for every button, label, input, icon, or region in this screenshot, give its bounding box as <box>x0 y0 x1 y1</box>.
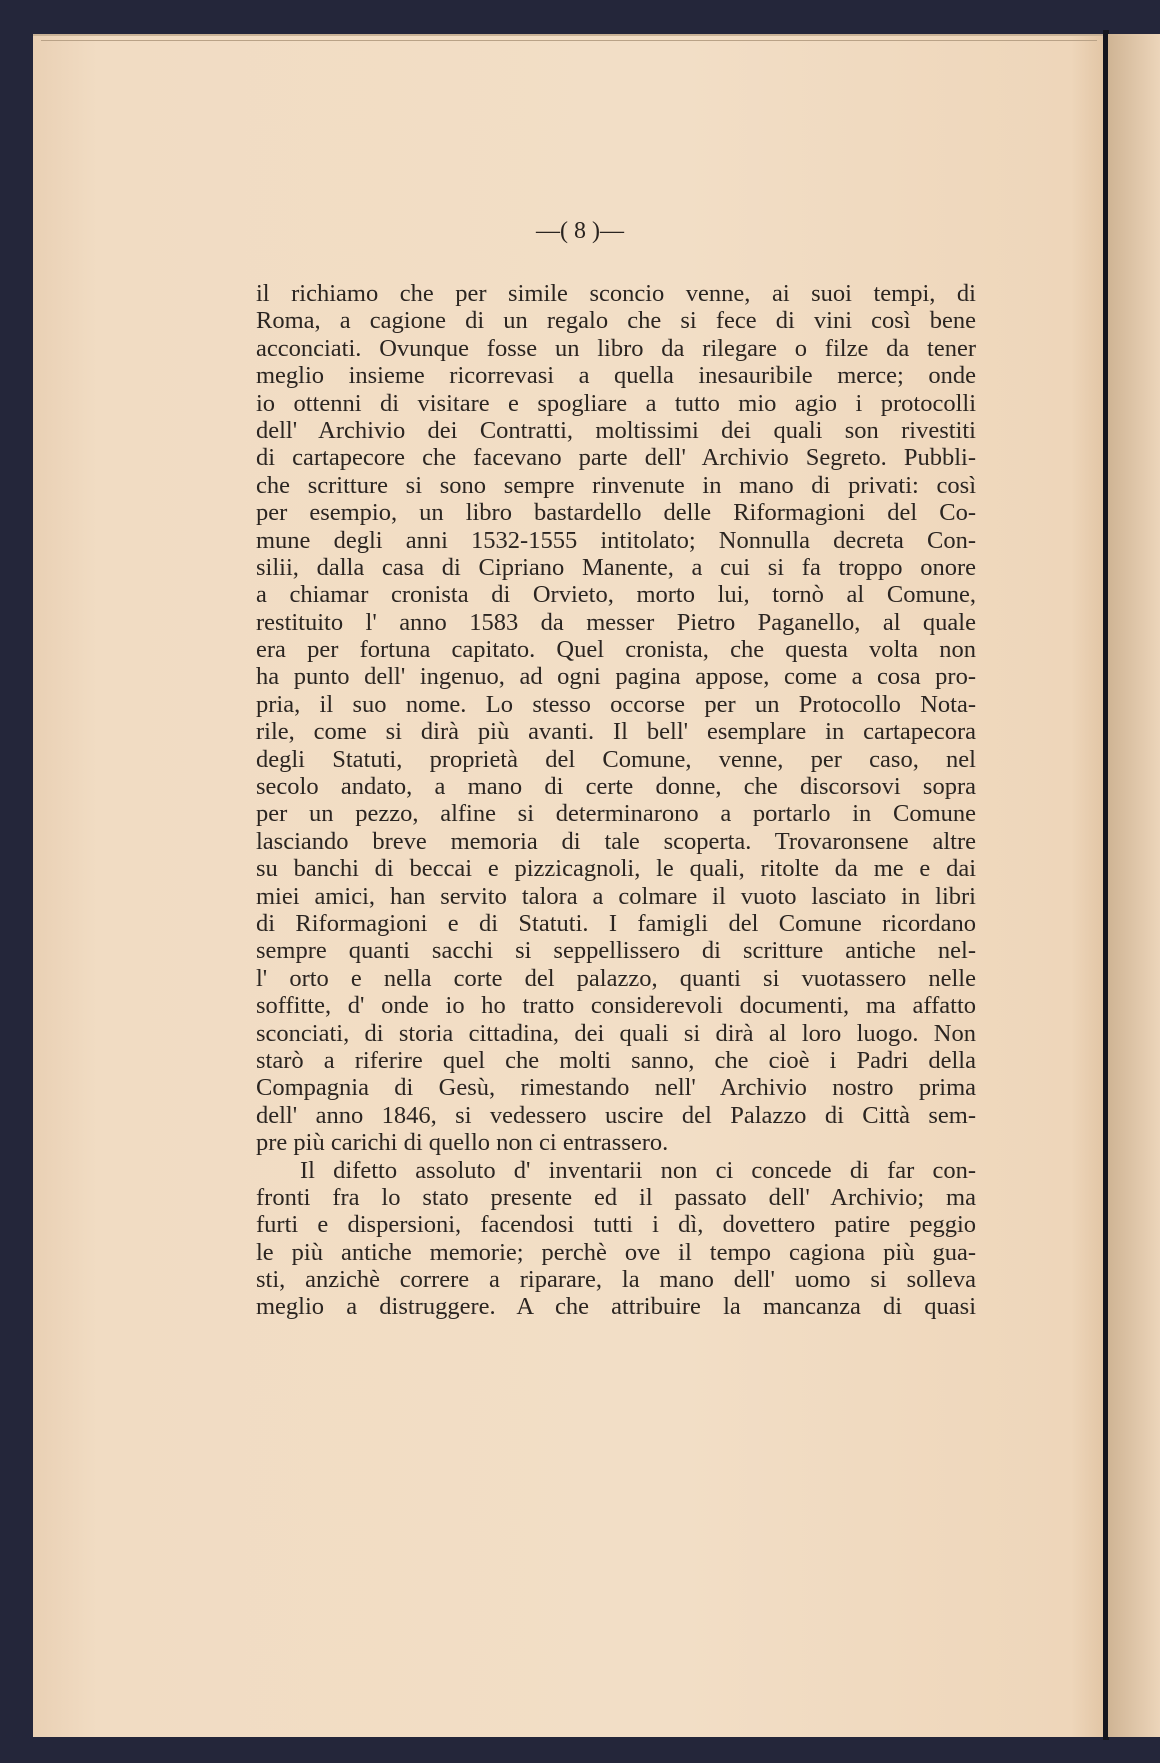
text-line: miei amici, han servito talora a colmare il vuoto lasciato in libri <box>256 882 976 910</box>
text-line: furti e dispersioni, facendosi tutti i dì, dovettero patire peggio <box>256 1211 976 1239</box>
text-line: di Riformagioni e di Statuti. I famigli del Comune ricordano <box>256 909 976 937</box>
text-line: per esempio, un libro bastardello delle Riformagioni del Co- <box>256 499 976 527</box>
text-line: lasciando breve memoria di tale scoperta. Trovaronsene altre <box>256 827 976 855</box>
text-line: le più antiche memorie; perchè ove il tempo cagiona più gua- <box>256 1238 976 1266</box>
text-line: secolo andato, a mano di certe donne, che discorsovi sopra <box>256 773 976 801</box>
text-line: Il difetto assoluto d' inventarii non ci concede di far con- <box>300 1156 976 1184</box>
text-line: dell' anno 1846, si vedessero uscire del Palazzo di Città sem- <box>256 1101 976 1129</box>
text-line: restituito l' anno 1583 da messer Pietro Paganello, al quale <box>256 608 976 636</box>
text-line: sempre quanti sacchi si seppellissero di scritture antiche nel- <box>256 937 976 965</box>
text-line: soffitte, d' onde io ho tratto considerevoli documenti, ma affatto <box>256 992 976 1020</box>
text-line: su banchi di beccai e pizzicagnoli, le quali, ritolte da me e dai <box>256 855 976 883</box>
text-line: acconciati. Ovunque fosse un libro da rilegare o filze da tener <box>256 334 976 362</box>
text-line: degli Statuti, proprietà del Comune, venne, per caso, nel <box>256 745 976 773</box>
text-line: a chiamar cronista di Orvieto, morto lui, tornò al Comune, <box>256 581 976 609</box>
text-line: io ottenni di visitare e spogliare a tutto mio agio i protocolli <box>256 389 976 417</box>
text-line: meglio a distruggere. A che attribuire la mancanza di quasi <box>256 1293 976 1321</box>
text-line: sconciati, di storia cittadina, dei quali si dirà al loro luogo. Non <box>256 1019 976 1047</box>
text-line: Compagnia di Gesù, rimestando nell' Archivio nostro prima <box>256 1074 976 1102</box>
page-edge-line <box>41 40 1097 41</box>
text-line: dell' Archivio dei Contratti, moltissimi dei quali son rivestiti <box>256 416 976 444</box>
text-line: meglio insieme ricorrevasi a quella inesauribile merce; onde <box>256 362 976 390</box>
text-line: starò a riferire quel che molti sanno, che cioè i Padri della <box>256 1046 976 1074</box>
text-line: silii, dalla casa di Cipriano Manente, a cui si fa troppo onore <box>256 553 976 581</box>
text-line: pre più carichi di quello non ci entrassero. <box>256 1129 669 1157</box>
text-line: l' orto e nella corte del palazzo, quanti si vuotassero nelle <box>256 964 976 992</box>
text-line: fronti fra lo stato presente ed il passato dell' Archivio; ma <box>256 1183 976 1211</box>
text-line: che scritture si sono sempre rinvenute in mano di privati: così <box>256 471 976 499</box>
text-line: era per fortuna capitato. Quel cronista, che questa volta non <box>256 636 976 664</box>
text-line: per un pezzo, alfine si determinarono a portarlo in Comune <box>256 800 976 828</box>
adjacent-page-edge <box>1108 34 1160 1737</box>
text-line: pria, il suo nome. Lo stesso occorse per un Protocollo Nota- <box>256 690 976 718</box>
text-line: mune degli anni 1532-1555 intitolato; Nonnulla decreta Con- <box>256 526 976 554</box>
text-line: sti, anzichè correre a riparare, la mano dell' uomo si solleva <box>256 1266 976 1294</box>
text-line: Roma, a cagione di un regalo che si fece di vini così bene <box>256 307 976 335</box>
text-line: rile, come si dirà più avanti. Il bell' esemplare in cartapecora <box>256 718 976 746</box>
text-line: di cartapecore che facevano parte dell' Archivio Segreto. Pubbli- <box>256 444 976 472</box>
text-line: ha punto dell' ingenuo, ad ogni pagina appose, come a cosa pro- <box>256 663 976 691</box>
body-text <box>256 280 976 1321</box>
text-line: il richiamo che per simile sconcio venne, ai suoi tempi, di <box>256 280 976 307</box>
page-number: —( 8 )— <box>536 218 624 244</box>
